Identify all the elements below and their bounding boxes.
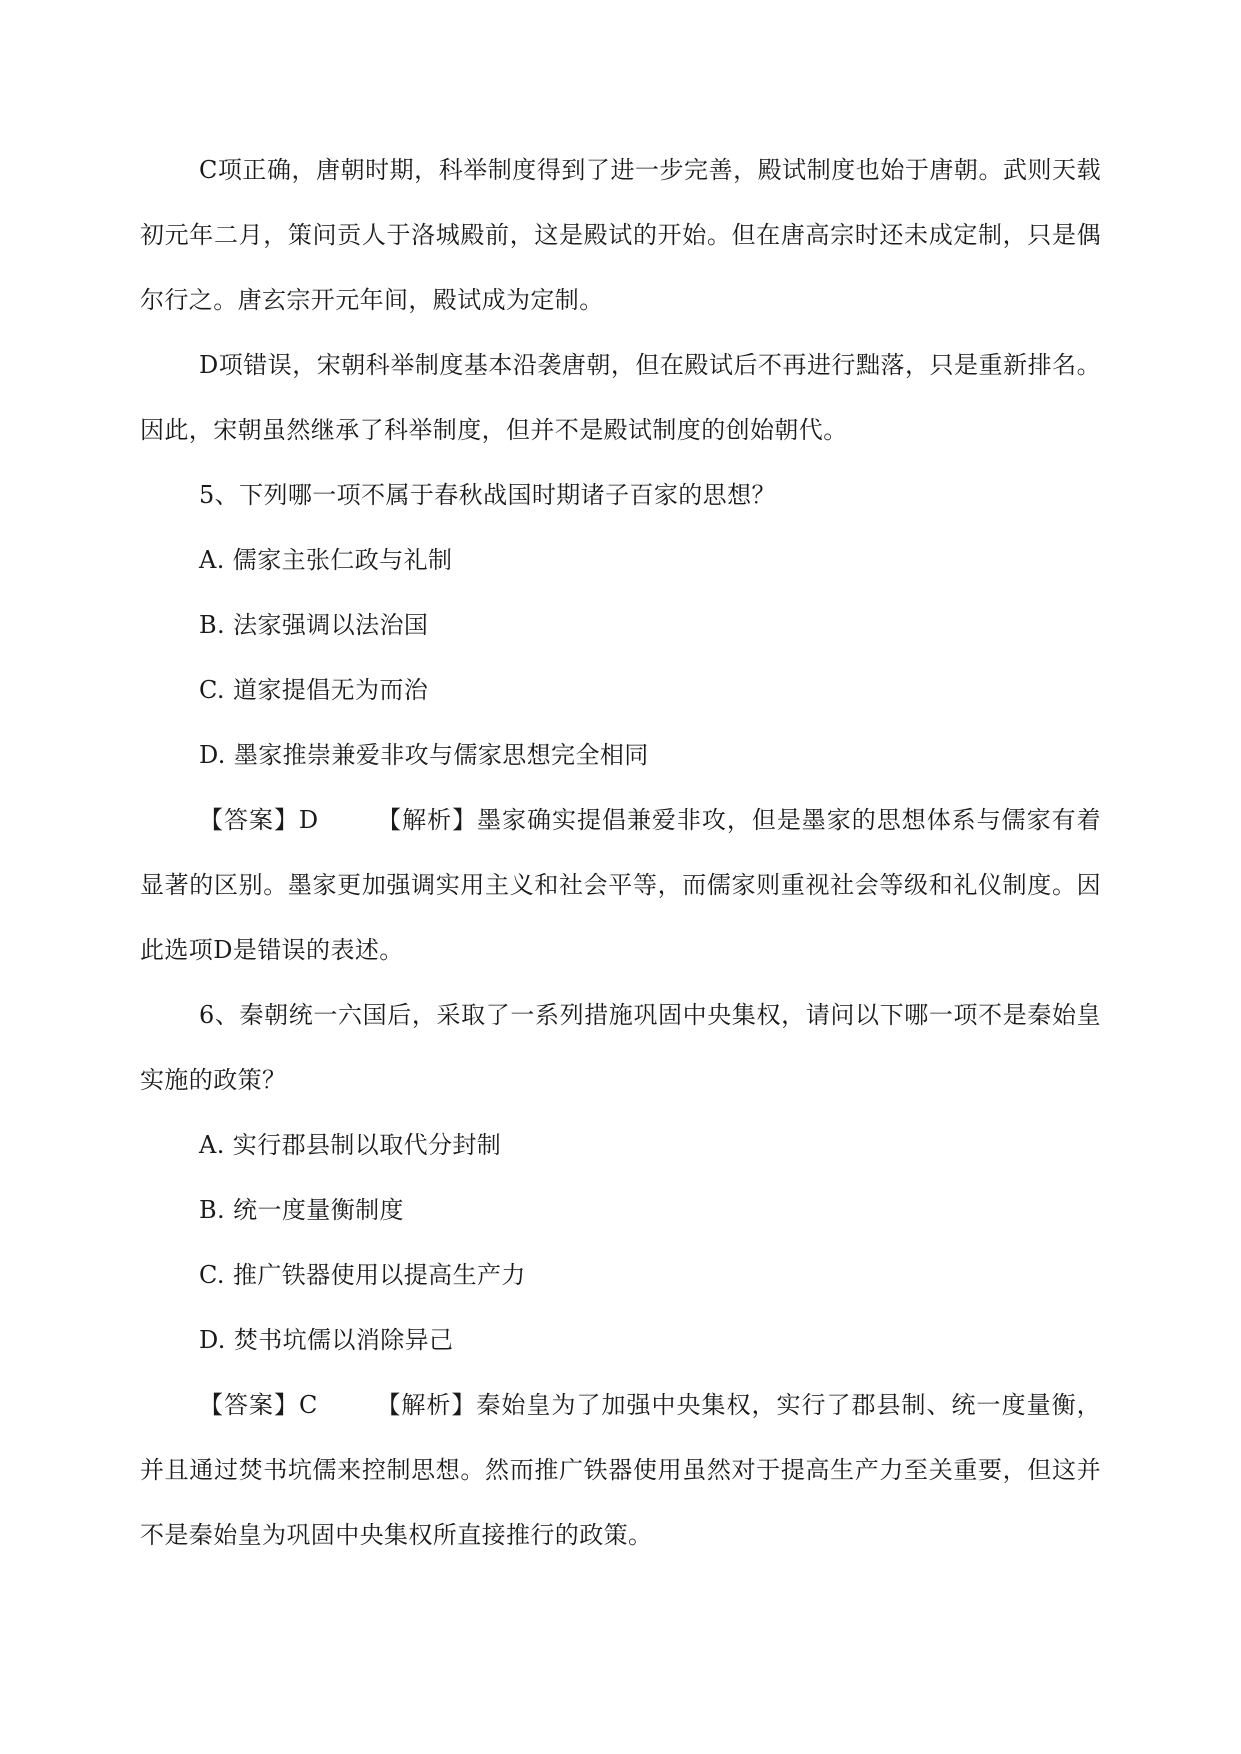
question-6-option-b: B. 统一度量衡制度: [199, 1196, 404, 1224]
question-6-analysis: 【解析】秦始皇为了加强中央集权，实行了郡县制、统一度量衡，并且通过焚书坑儒来控制思想。然而推广铁器使用虽然对于提高生产力至关重要，但这并不是秦始皇为巩固中央集权所直接推行的政策。: [140, 1391, 1101, 1549]
question-6-option-a: A. 实行郡县制以取代分封制: [199, 1131, 502, 1159]
question-5-option-c: C. 道家提倡无为而治: [199, 676, 429, 704]
question-6-answer-block: [140, 1373, 1101, 1568]
question-5-option-a: A. 儒家主张仁政与礼制: [199, 546, 453, 574]
question-6-answer: 【答案】C: [199, 1391, 318, 1419]
question-6-option-c: C. 推广铁器使用以提高生产力: [199, 1261, 526, 1289]
question-5-answer: 【答案】D: [199, 806, 319, 834]
question-5-stem: 5、下列哪一项不属于春秋战国时期诸子百家的思想？: [199, 481, 776, 509]
option-d-explanation: D项错误，宋朝科举制度基本沿袭唐朝，但在殿试后不再进行黜落，只是重新排名。因此，宋朝虽然继承了科举制度，但并不是殿试制度的创始朝代。: [140, 351, 1101, 444]
question-6-option-d: D. 焚书坑儒以消除异己: [199, 1326, 454, 1354]
question-5-answer-block: [140, 788, 1101, 983]
question-5-analysis: 【解析】墨家确实提倡兼爱非攻，但是墨家的思想体系与儒家有着显著的区别。墨家更加强调实用主义和社会平等，而儒家则重视社会等级和礼仪制度。因此选项D是错误的表述。: [140, 806, 1101, 964]
question-6-stem: 6、秦朝统一六国后，采取了一系列措施巩固中央集权，请问以下哪一项不是秦始皇实施的政策？: [140, 1001, 1101, 1094]
option-c-explanation: C项正确，唐朝时期，科举制度得到了进一步完善，殿试制度也始于唐朝。武则天载初元年二月，策问贡人于洛城殿前，这是殿试的开始。但在唐高宗时还未成定制，只是偶尔行之。唐玄宗开元年间，殿试成为定制。: [140, 156, 1101, 314]
question-5-option-d: D. 墨家推崇兼爱非攻与儒家思想完全相同: [199, 741, 649, 769]
question-5-option-b: B. 法家强调以法治国: [199, 611, 429, 639]
